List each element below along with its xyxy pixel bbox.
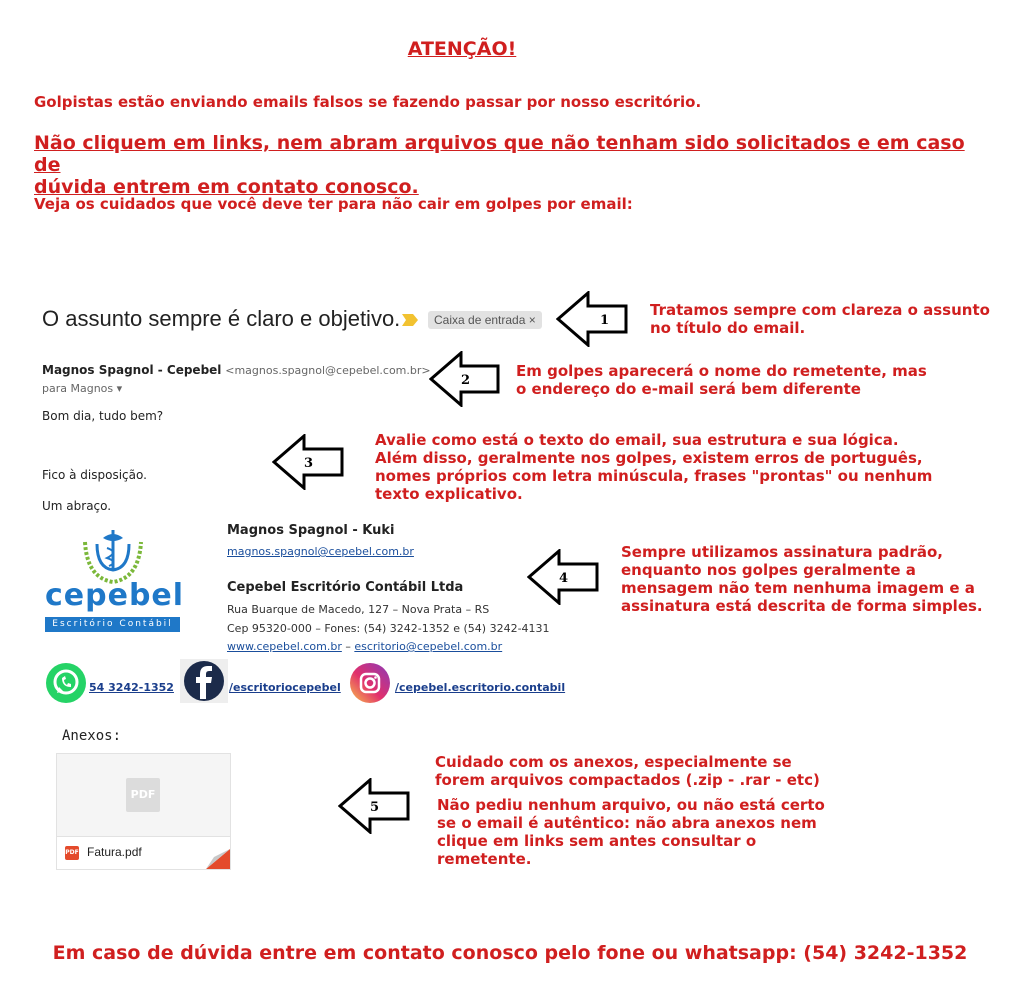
links-separator: – bbox=[345, 640, 351, 653]
tips-intro: Veja os cuidados que você deve ter para não cair em golpes por email: bbox=[34, 195, 633, 213]
warning-line-2: dúvida entrem em contato conosco. bbox=[34, 176, 419, 198]
pdf-file-icon: PDF bbox=[65, 846, 79, 860]
arrow-number-2: 2 bbox=[461, 373, 471, 388]
arrow-number-5: 5 bbox=[370, 800, 380, 815]
note-1 bbox=[650, 301, 990, 337]
arrow-number-4: 4 bbox=[559, 571, 569, 586]
attachment-file-name: Fatura.pdf bbox=[87, 845, 142, 859]
note-4 bbox=[621, 543, 983, 615]
arrow-left-icon-1 bbox=[556, 291, 629, 347]
whatsapp-link[interactable]: 54 3242-1352 bbox=[89, 681, 174, 694]
logo-text: cepebel bbox=[45, 578, 185, 613]
note-4-line-4: assinatura está descrita de forma simples. bbox=[621, 597, 983, 615]
note-2 bbox=[516, 362, 927, 398]
signature-name: Magnos Spagnol - Kuki bbox=[227, 523, 395, 538]
cepebel-logo bbox=[45, 520, 185, 638]
instagram-icon[interactable] bbox=[349, 662, 391, 704]
note-5b-line-2: se o email é autêntico: não abra anexos nem bbox=[437, 814, 817, 832]
signature-address: Rua Buarque de Macedo, 127 – Nova Prata – RS bbox=[227, 603, 490, 616]
signature-phones: Cep 95320-000 – Fones: (54) 3242-1352 e (54) 3242-4131 bbox=[227, 622, 550, 635]
intro-text: Golpistas estão enviando emails falsos se fazendo passar por nosso escritório. bbox=[34, 93, 702, 111]
note-5b-line-4: remetente. bbox=[437, 850, 532, 868]
website-link[interactable]: www.cepebel.com.br bbox=[227, 640, 342, 653]
note-4-line-1: Sempre utilizamos assinatura padrão, bbox=[621, 543, 943, 561]
arrow-number-1: 1 bbox=[600, 313, 610, 328]
arrow-left-icon-5 bbox=[338, 778, 411, 834]
warning-line-1: Não cliquem em links, nem abram arquivos que não tenham sido solicitados e em caso de bbox=[34, 132, 965, 176]
closing: Um abraço. bbox=[42, 499, 112, 513]
whatsapp-icon[interactable] bbox=[45, 662, 87, 704]
note-3-line-3: nomes próprios com letra minúscula, frases "prontas" ou nenhum bbox=[375, 467, 933, 485]
recipient-dropdown[interactable]: para Magnos ▾ bbox=[42, 382, 123, 395]
body-line: Fico à disposição. bbox=[42, 468, 147, 482]
arrow-left-icon-3 bbox=[272, 434, 345, 490]
logo-subtext: Escritório Contábil bbox=[45, 617, 180, 632]
note-1-line-2: no título do email. bbox=[650, 319, 806, 337]
note-5a-line-1: Cuidado com os anexos, especialmente se bbox=[435, 753, 792, 771]
sender-line bbox=[42, 363, 431, 377]
note-2-line-2: o endereço do e-mail será bem diferente bbox=[516, 380, 861, 398]
facebook-icon[interactable] bbox=[180, 659, 228, 703]
arrow-left-icon-4 bbox=[527, 549, 600, 605]
sender-name: Magnos Spagnol - Cepebel bbox=[42, 363, 222, 377]
arrow-left-icon-2 bbox=[429, 351, 501, 407]
attachment-footer bbox=[57, 836, 230, 869]
attachment-card[interactable] bbox=[56, 753, 231, 870]
greeting: Bom dia, tudo bem? bbox=[42, 409, 164, 423]
facebook-link[interactable]: /escritoriocepebel bbox=[229, 681, 341, 694]
note-3-line-4: texto explicativo. bbox=[375, 485, 523, 503]
importance-marker-icon bbox=[402, 314, 418, 326]
contact-email-link[interactable]: escritorio@cepebel.com.br bbox=[354, 640, 503, 653]
signature-links bbox=[227, 640, 502, 653]
note-5a bbox=[435, 753, 820, 789]
note-2-line-1: Em golpes aparecerá o nome do remetente, mas bbox=[516, 362, 927, 380]
note-1-line-1: Tratamos sempre com clareza o assunto bbox=[650, 301, 990, 319]
signature-company: Cepebel Escritório Contábil Ltda bbox=[227, 580, 464, 595]
inbox-label[interactable]: Caixa de entrada × bbox=[428, 311, 542, 329]
note-3 bbox=[375, 431, 932, 503]
page-title: ATENÇÃO! bbox=[407, 38, 517, 60]
note-5b-line-1: Não pediu nenhum arquivo, ou não está certo bbox=[437, 796, 825, 814]
note-5b-line-3: clique em links sem antes consultar o bbox=[437, 832, 757, 850]
fold-corner-icon bbox=[206, 849, 230, 869]
warning-text bbox=[34, 132, 994, 198]
signature-email-link[interactable]: magnos.spagnol@cepebel.com.br bbox=[227, 545, 414, 558]
note-4-line-2: enquanto nos golpes geralmente a bbox=[621, 561, 916, 579]
footer-contact: Em caso de dúvida entre em contato conosco pelo fone ou whatsapp: (54) 3242-1352 bbox=[52, 942, 968, 964]
note-5b bbox=[437, 796, 825, 868]
note-4-line-3: mensagem não tem nenhuma imagem e a bbox=[621, 579, 975, 597]
instagram-link[interactable]: /cepebel.escritorio.contabil bbox=[395, 681, 566, 694]
arrow-number-3: 3 bbox=[304, 456, 314, 471]
note-3-line-2: Além disso, geralmente nos golpes, existem erros de português, bbox=[375, 449, 923, 467]
note-3-line-1: Avalie como está o texto do email, sua estrutura e sua lógica. bbox=[375, 431, 899, 449]
email-subject: O assunto sempre é claro e objetivo. bbox=[42, 306, 401, 331]
attachments-heading: Anexos: bbox=[62, 728, 122, 744]
sender-email: <magnos.spagnol@cepebel.com.br> bbox=[225, 364, 431, 377]
pdf-preview-icon: PDF bbox=[126, 778, 160, 812]
note-5a-line-2: forem arquivos compactados (.zip - .rar - etc) bbox=[435, 771, 820, 789]
